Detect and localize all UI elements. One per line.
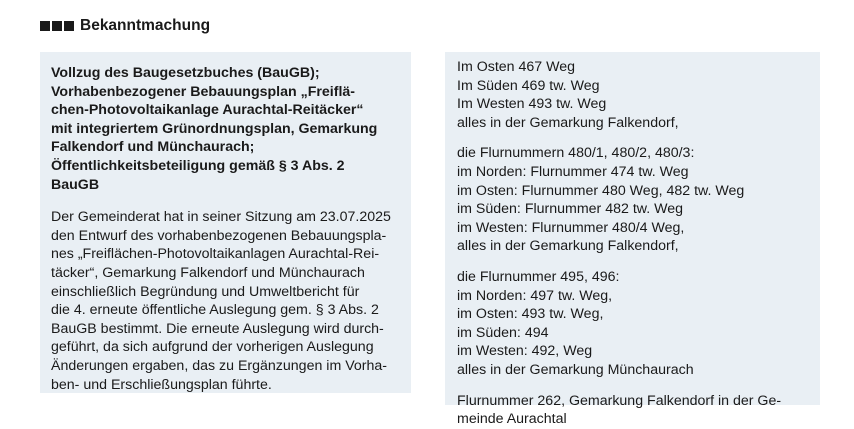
notice-header	[40, 15, 210, 37]
body-line: ben- und Erschließungsplan führte.	[51, 376, 272, 393]
parcel-line: Im Westen 493 tw. Weg	[457, 96, 607, 113]
body-line: nes „Freiflächen-Photovoltaikanlagen Aurachtal-Rei-	[51, 246, 380, 263]
left-column	[40, 52, 411, 393]
parcel-line: Flurnummer 262, Gemarkung Falkendorf in der Ge-	[457, 392, 782, 409]
title-line: Falkendorf und Münchaurach;	[51, 139, 255, 156]
body-line: die 4. erneute öffentliche Auslegung gem. § 3 Abs. 2	[51, 302, 379, 319]
parcel-line: alles in der Gemarkung Münchaurach	[457, 361, 694, 378]
title-line: Vollzug des Baugesetzbuches (BauGB);	[51, 65, 320, 81]
parcel-line: im Westen: 492, Weg	[457, 343, 593, 360]
parcel-line: im Norden: 497 tw. Weg,	[457, 287, 613, 304]
parcel-line: im Osten: Flurnummer 480 Weg, 482 tw. Weg	[457, 182, 745, 199]
notice-title: Bekanntmachung	[80, 17, 211, 34]
parcel-line: im Süden: Flurnummer 482 tw. Weg	[457, 201, 684, 218]
title-line: Öffentlichkeitsbeteiligung gemäß § 3 Abs. 2	[51, 157, 345, 174]
body-line: Der Gemeinderat hat in seiner Sitzung am 23.07.2025	[51, 209, 391, 226]
parcel-line: Im Osten 467 Weg	[457, 59, 576, 75]
title-line: BauGB	[51, 176, 100, 193]
right-column	[445, 52, 820, 428]
body-line: Änderungen ergaben, das zu Ergänzungen im Vorha-	[51, 357, 388, 374]
parcel-line: meinde Aurachtal	[457, 411, 567, 428]
parcel-line: im Norden: Flurnummer 474 tw. Weg	[457, 163, 689, 180]
parcel-line: die Flurnummer 495, 496:	[457, 268, 620, 285]
parcel-line: alles in der Gemarkung Falkendorf,	[457, 114, 679, 131]
title-line: mit integriertem Grünordnungsplan, Gemarkung	[51, 120, 378, 137]
body-line: geführt, da sich aufgrund der vorherigen Auslegung	[51, 339, 374, 356]
square-bullets-icon	[40, 21, 74, 31]
body-line: den Entwurf des vorhabenbezogenen Bebauungspla-	[51, 227, 387, 244]
body-line: täcker“, Gemarkung Falkendorf und Münchaurach	[51, 264, 365, 281]
parcel-line: im Westen: Flurnummer 480/4 Weg,	[457, 219, 685, 236]
title-line: chen-Photovoltaikanlage Aurachtal-Reitäcker“	[51, 102, 364, 119]
body-line: BauGB bestimmt. Die erneute Auslegung wird durch-	[51, 320, 384, 337]
parcel-line: Im Süden 469 tw. Weg	[457, 77, 600, 94]
parcel-line: alles in der Gemarkung Falkendorf,	[457, 238, 679, 255]
parcel-line: im Osten: 493 tw. Weg,	[457, 306, 604, 323]
parcel-line: im Süden: 494	[457, 324, 549, 341]
parcel-line: die Flurnummern 480/1, 480/2, 480/3:	[457, 145, 695, 162]
body-line: einschließlich Begründung und Umweltbericht für	[51, 283, 360, 300]
title-line: Vorhabenbezogener Bebauungsplan „Freiflä-	[51, 83, 356, 100]
